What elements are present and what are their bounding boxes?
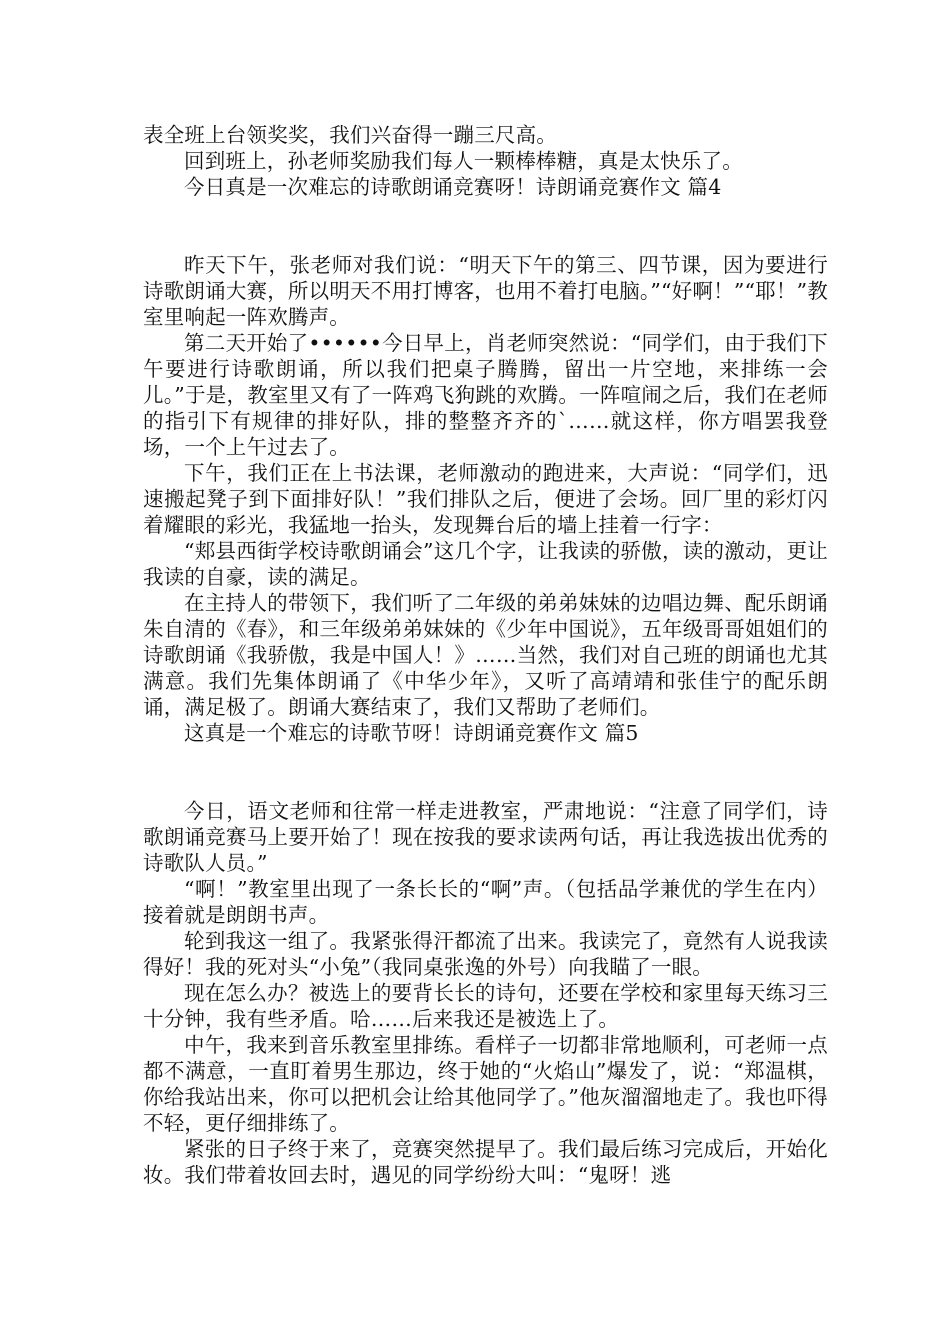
document-page [143, 122, 828, 1188]
paragraph: “郏县西街学校诗歌朗诵会”这几个字，让我读的骄傲，读的激动，更让我读的自豪，读的满足。 [143, 539, 828, 589]
paragraph: 紧张的日子终于来了，竞赛突然提早了。我们最后练习完成后，开始化妆。我们带着妆回去时，遇见的同学纷纷大叫：“鬼呀！逃 [143, 1137, 828, 1187]
paragraph: 第二天开始了••••••今日早上，肖老师突然说：“同学们，由于我们下午要进行诗歌朗诵，所以我们把桌子腾腾，留出一片空地，来排练一会儿。”于是，教室里又有了一阵鸡飞狗跳的欢腾。一阵喧闹之后，我们在老师的指引下有规律的排好队，排的整整齐齐的`……就这样，你方唱罢我登场，一个上午过去了。 [143, 331, 828, 459]
paragraph: 轮到我这一组了。我紧张得汗都流了出来。我读完了，竟然有人说我读得好！我的死对头“小兔”（我同桌张逸的外号）向我瞄了一眼。 [143, 929, 828, 979]
paragraph: 中午，我来到音乐教室里排练。看样子一切都非常地顺利，可老师一点都不满意，一直盯着男生那边，终于她的“火焰山”爆发了，说：“郑温棋，你给我站出来，你可以把机会让给其他同学了。”他灰溜溜地走了。我也吓得不轻，更仔细排练了。 [143, 1033, 828, 1135]
paragraph: 今日，语文老师和往常一样走进教室，严肃地说：“注意了同学们，诗歌朗诵竞赛马上要开始了！现在按我的要求读两句话，再让我选拔出优秀的诗歌队人员。” [143, 799, 828, 875]
paragraph: 在主持人的带领下，我们听了二年级的弟弟妹妹的边唱边舞、配乐朗诵朱自清的《春》，和三年级弟弟妹妹的《少年中国说》，五年级哥哥姐姐们的诗歌朗诵《我骄傲，我是中国人！》……当然，我们对自己班的朗诵也尤其满意。我们先集体朗诵了《中华少年》，又听了高靖靖和张佳宁的配乐朗诵，满足极了。朗诵大赛结束了，我们又帮助了老师们。 [143, 591, 828, 719]
paragraph-continuation: 表全班上台领奖奖，我们兴奋得一蹦三尺高。 [143, 123, 557, 147]
section-spacer [143, 746, 828, 798]
paragraph: 下午，我们正在上书法课，老师激动的跑进来，大声说：“同学们，迅速搬起凳子到下面排好队！”我们排队之后，便进了会场。回厂里的彩灯闪着耀眼的彩光，我猛地一抬头，发现舞台后的墙上挂着一行字： [143, 461, 828, 537]
paragraph: 回到班上，孙老师奖励我们每人一颗棒棒糖，真是太快乐了。 [184, 149, 743, 173]
paragraph: 昨天下午，张老师对我们说：“明天下午的第三、四节课，因为要进行诗歌朗诵大赛，所以明天不用打博客，也用不着打电脑。”“好啊！”“耶！”教室里响起一阵欢腾声。 [143, 253, 828, 329]
section-heading: 这真是一个难忘的诗歌节呀！诗朗诵竞赛作文 篇5 [184, 721, 639, 745]
section-spacer [143, 200, 828, 252]
section-heading: 今日真是一次难忘的诗歌朗诵竞赛呀！诗朗诵竞赛作文 篇4 [184, 175, 722, 199]
paragraph: “啊！”教室里出现了一条长长的“啊”声。（包括品学兼优的学生在内）接着就是朗朗书声。 [143, 877, 828, 927]
paragraph: 现在怎么办？被选上的要背长长的诗句，还要在学校和家里每天练习三十分钟，我有些矛盾。哈……后来我还是被选上了。 [143, 981, 828, 1031]
